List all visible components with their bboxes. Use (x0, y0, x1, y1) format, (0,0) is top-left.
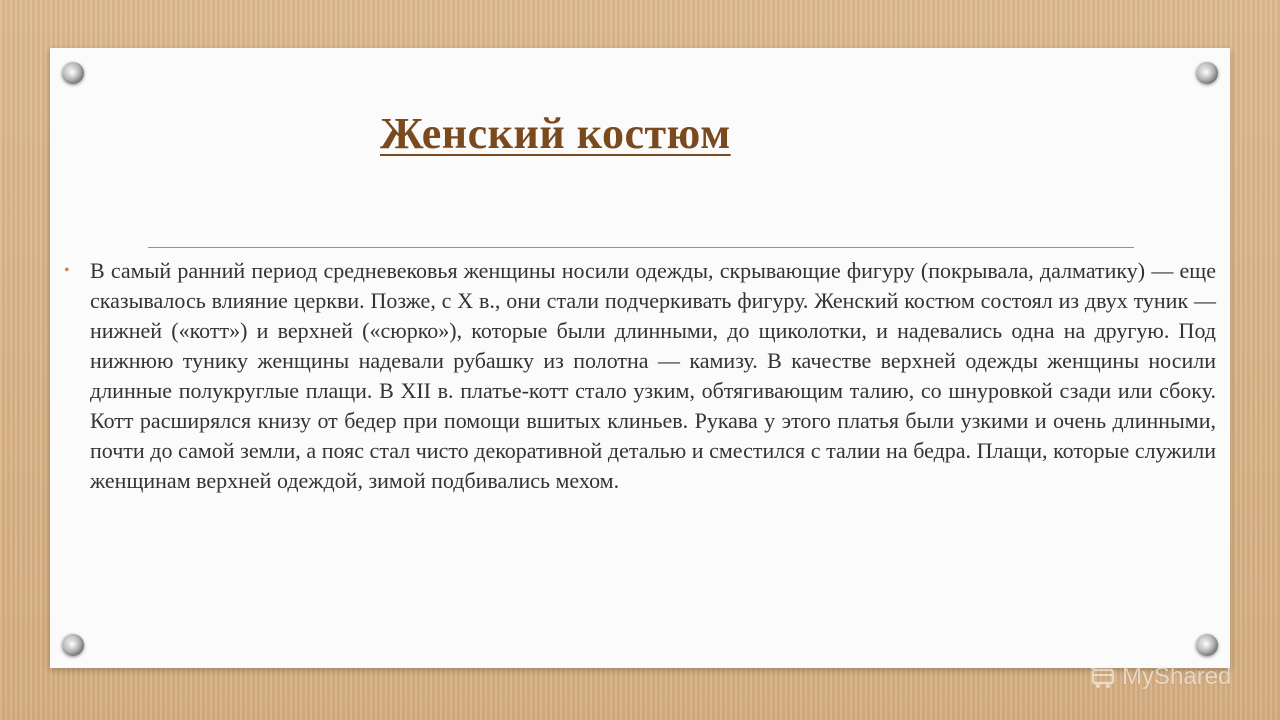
watermark-logo (1090, 660, 1250, 694)
pushpin-icon (1196, 62, 1218, 84)
bullet-icon: • (64, 262, 70, 279)
title-divider (148, 247, 1134, 248)
pushpin-icon (1196, 634, 1218, 656)
watermark-text: MyShared (1122, 663, 1232, 690)
slide-title: Женский костюм (380, 109, 731, 158)
pushpin-icon (62, 634, 84, 656)
slide-body-text: В самый ранний период средневековья женщины носили одежды, скрывающие фигуру (покрывала, далматику) — еще сказывалось влияние церкви. Позже, с X в., они стали подчеркивать фигуру. Женский костюм состоял из двух туник — нижней («котт») и верхней («сюрко»), которые были длинными, до щиколотки, и надевались одна на другую. Под нижнюю тунику женщины надевали рубашку из полотна — камизу. В качестве верхней одежды женщины носили длинные полукруглые плащи. В XII в. платье-котт стало узким, обтягивающим талию, со шнуровкой сзади или сбоку. Котт расширялся книзу от бедер при помощи вшитых клиньев. Рукава у этого платья были узкими и очень длинными, почти до самой земли, а пояс стал чисто декоративной деталью и сместился с талии на бедра. Плащи, которые служили женщинам верхней одеждой, зимой подбивались мехом. (90, 258, 1216, 493)
pushpin-icon (62, 62, 84, 84)
cart-icon (1090, 664, 1116, 690)
